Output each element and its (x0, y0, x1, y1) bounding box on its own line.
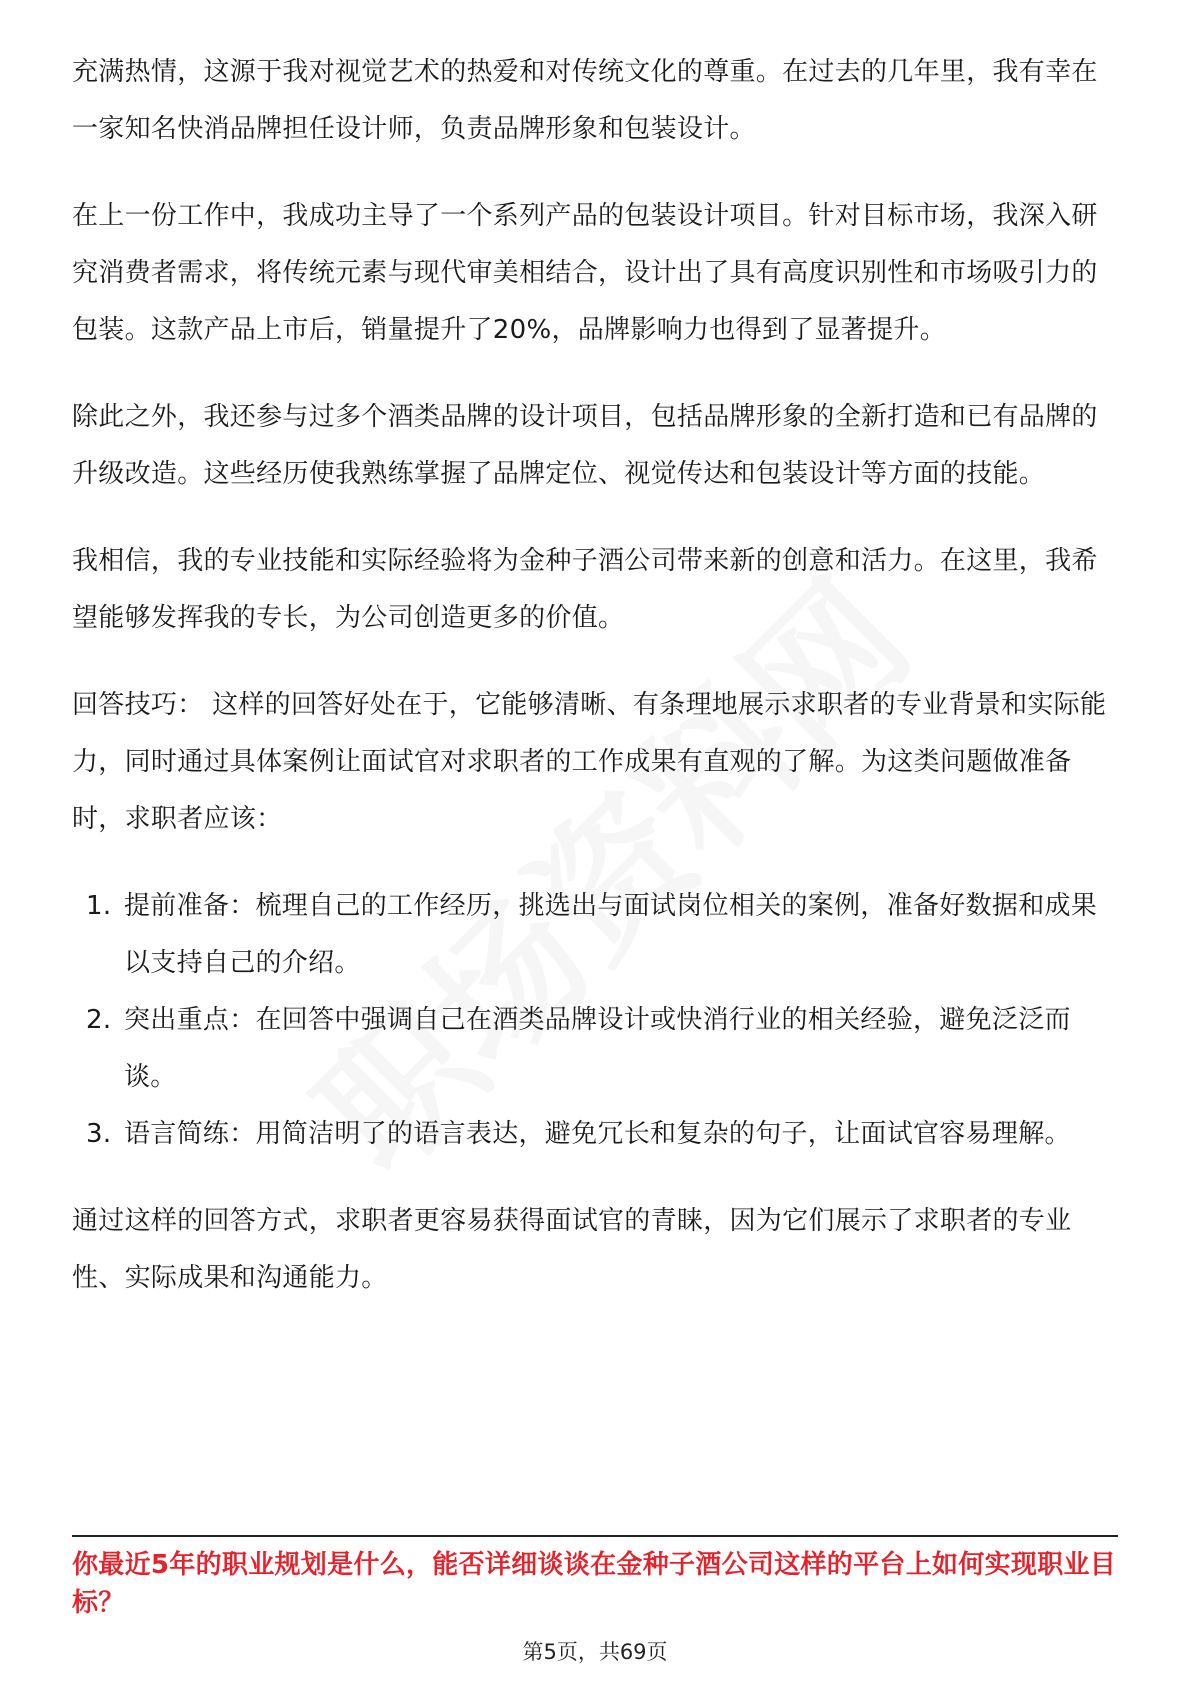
document-body (72, 44, 1118, 1307)
page-number: 第5页，共69页 (522, 1640, 668, 1664)
list-item-text: 提前准备：梳理自己的工作经历，挑选出与面试岗位相关的案例，准备好数据和成果以支持自己的介绍。 (124, 891, 1098, 978)
list-item (72, 1106, 1118, 1163)
paragraph-experience: 除此之外，我还参与过多个酒类品牌的设计项目，包括品牌形象的全新打造和已有品牌的升级改造。这些经历使我熟练掌握了品牌定位、视觉传达和包装设计等方面的技能。 (72, 402, 1098, 489)
paragraph-tips-intro: 回答技巧： 这样的回答好处在于，它能够清晰、有条理地展示求职者的专业背景和实际能力，同时通过具体案例让面试官对求职者的工作成果有直观的了解。为这类问题做准备时，求职者应该： (72, 690, 1107, 834)
paragraph-intro: 充满热情，这源于我对视觉艺术的热爱和对传统文化的尊重。在过去的几年里，我有幸在一家知名快消品牌担任设计师，负责品牌形象和包装设计。 (72, 57, 1098, 144)
section-divider (72, 1535, 1118, 1537)
list-item-text: 突出重点：在回答中强调自己在酒类品牌设计或快消行业的相关经验，避免泛泛而谈。 (124, 1005, 1071, 1092)
paragraph-project: 在上一份工作中，我成功主导了一个系列产品的包装设计项目。针对目标市场，我深入研究消费者需求，将传统元素与现代审美相结合，设计出了具有高度识别性和市场吸引力的包装。这款产品上市后，销量提升了20%，品牌影响力也得到了显著提升。 (72, 201, 1098, 345)
list-item-text: 语言简练：用简洁明了的语言表达，避免冗长和复杂的句子，让面试官容易理解。 (124, 1119, 1071, 1149)
list-item (72, 878, 1118, 992)
list-item-number: 2. (86, 1005, 112, 1035)
tips-list (72, 878, 1118, 1163)
paragraph-belief: 我相信，我的专业技能和实际经验将为金种子酒公司带来新的创意和活力。在这里，我希望能够发挥我的专长，为公司创造更多的价值。 (72, 546, 1098, 633)
list-item-number: 3. (86, 1119, 112, 1149)
next-question-heading: 你最近5年的职业规划是什么，能否详细谈谈在金种子酒公司这样的平台上如何实现职业目标？ (72, 1550, 1117, 1618)
list-item (72, 992, 1118, 1106)
paragraph-closing: 通过这样的回答方式，求职者更容易获得面试官的青睐，因为它们展示了求职者的专业性、实际成果和沟通能力。 (72, 1206, 1072, 1293)
list-item-number: 1. (86, 891, 112, 921)
